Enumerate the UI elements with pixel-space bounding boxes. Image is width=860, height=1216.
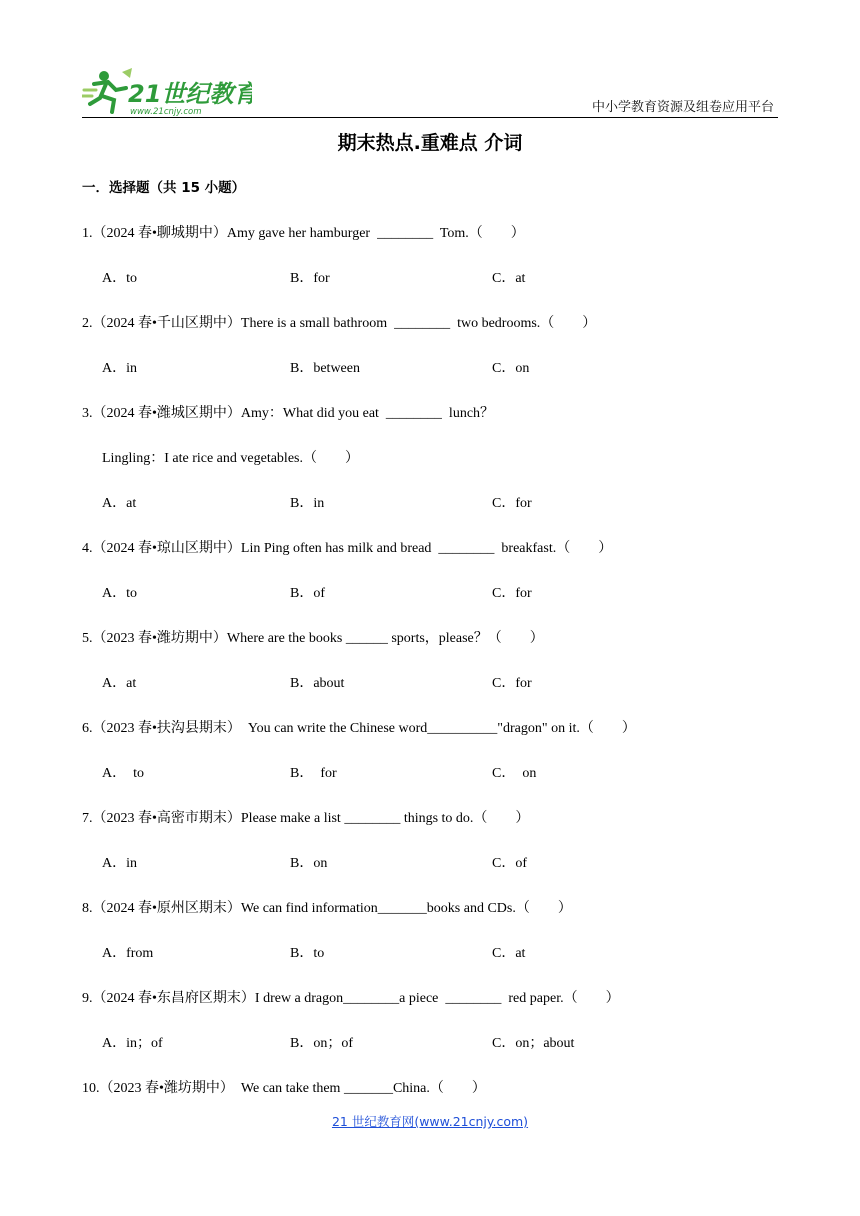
option-c[interactable]: C．of (492, 856, 527, 871)
option-a[interactable]: A． to (102, 766, 144, 781)
option-c[interactable]: C．on；about (492, 1036, 575, 1051)
page-title: 期末热点.重难点 介词 (337, 132, 523, 154)
logo-url: www.21cnjy.com (130, 107, 202, 116)
option-a[interactable]: A．in；of (102, 1036, 163, 1051)
option-a[interactable]: A．at (102, 496, 137, 511)
question-4-options (102, 582, 702, 602)
question-1-stem: 1.（2024 春•聊城期中）Amy gave her hamburger ________ Tom.（ ） (82, 226, 525, 241)
option-b[interactable]: B．on；of (290, 1036, 353, 1051)
question-1-options (102, 267, 702, 287)
option-b[interactable]: B．between (290, 361, 360, 376)
question-8-options (102, 942, 702, 962)
option-c[interactable]: C． on (492, 766, 537, 781)
logo-text: 21世纪教育 (128, 80, 252, 108)
option-b[interactable]: B．about (290, 676, 345, 691)
option-b[interactable]: B． for (290, 766, 337, 781)
runner-logo-icon (82, 68, 252, 116)
option-c[interactable]: C．at (492, 271, 526, 286)
option-b[interactable]: B．to (290, 946, 325, 961)
page-header (82, 68, 778, 120)
question-9-stem: 9.（2024 春•东昌府区期末）I drew a dragon________a piece ________ red paper.（ ） (82, 991, 620, 1006)
section-heading: 一．选择题（共 15 小题） (82, 180, 246, 196)
option-b[interactable]: B．in (290, 496, 325, 511)
option-b[interactable]: B．of (290, 586, 325, 601)
question-6-options (102, 762, 702, 782)
option-b[interactable]: B．for (290, 271, 330, 286)
option-b[interactable]: B．on (290, 856, 328, 871)
header-divider (82, 117, 778, 118)
question-6-stem: 6.（2023 春•扶沟县期末） You can write the Chinese word__________"dragon" on it.（ ） (82, 721, 636, 736)
question-9-options (102, 1032, 702, 1052)
question-7-stem: 7.（2023 春•高密市期末）Please make a list ________ things to do.（ ） (82, 811, 530, 826)
question-2-options (102, 357, 702, 377)
option-a[interactable]: A．from (102, 946, 154, 961)
option-c[interactable]: C．for (492, 496, 532, 511)
footer-link[interactable]: 21 世纪教育网(www.21cnjy.com) (331, 1114, 529, 1129)
question-8-stem: 8.（2024 春•原州区期末）We can find information_______books and CDs.（ ） (82, 901, 572, 916)
option-a[interactable]: A．in (102, 361, 137, 376)
option-c[interactable]: C．for (492, 676, 532, 691)
option-a[interactable]: A．at (102, 676, 137, 691)
question-7-options (102, 852, 702, 872)
question-2-stem: 2.（2024 春•千山区期中）There is a small bathroom ________ two bedrooms.（ ） (82, 316, 597, 331)
option-c[interactable]: C．for (492, 586, 532, 601)
question-3-options (102, 492, 702, 512)
question-5-stem: 5.（2023 春•潍坊期中）Where are the books ______ sports，please？（ ） (82, 631, 544, 646)
site-logo[interactable] (82, 68, 252, 116)
option-a[interactable]: A．to (102, 586, 137, 601)
question-10-stem: 10.（2023 春•潍坊期中） We can take them _______China.（ ） (82, 1081, 486, 1096)
option-a[interactable]: A．in (102, 856, 137, 871)
option-c[interactable]: C．on (492, 361, 530, 376)
question-4-stem: 4.（2024 春•琼山区期中）Lin Ping often has milk and bread ________ breakfast.（ ） (82, 541, 613, 556)
platform-tagline: 中小学教育资源及组卷应用平台 (591, 100, 774, 115)
question-5-options (102, 672, 702, 692)
question-3-stem-line2: Lingling：I ate rice and vegetables.（ ） (102, 451, 359, 466)
option-c[interactable]: C．at (492, 946, 526, 961)
option-a[interactable]: A．to (102, 271, 137, 286)
question-3-stem: 3.（2024 春•潍城区期中）Amy：What did you eat ________ lunch？ (82, 406, 495, 421)
